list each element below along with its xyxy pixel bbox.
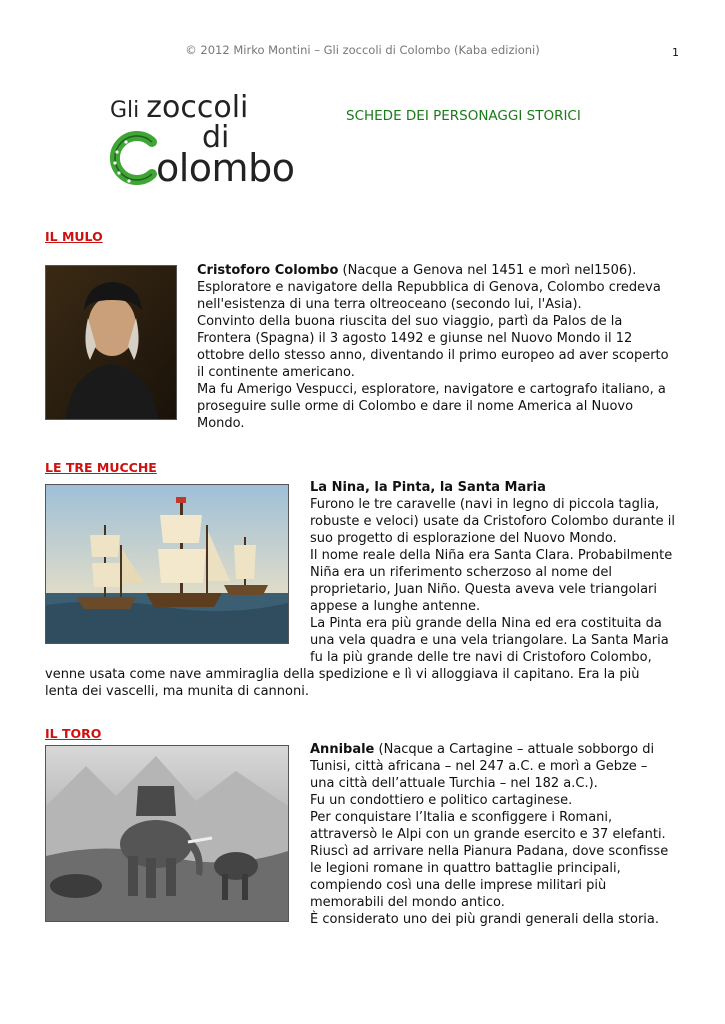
text-annibale: Annibale (Nacque a Cartagine – attuale sobborgo di Tunisi, città africana – nel 247 a.C. e morì a Gebze – una città dell’attuale Turchia – nel 182 a.C.). Fu un condottiero e politico cartaginese. Per conquistare l’Italia e sconfiggere i Romani, attraversò le Alpi con un grande esercito e 37 elefanti. Riuscì ad arrivare nella Pianura Padana, dove sconfisse le legioni romane in quattro battaglie principali, compiendo così una delle imprese militari più memorabili del mondo antico. È considerato uno dei più grandi generali della storia. (310, 742, 669, 927)
section-heading-toro: IL TORO (45, 726, 102, 741)
portrait-colombo-image (45, 265, 177, 420)
page-number: 1 (672, 46, 679, 59)
logo-line-1: Gli zoccoli (110, 90, 249, 125)
section-heading-mulo: IL MULO (45, 229, 103, 244)
text-caravels-continued: venne usata come nave ammiraglia della spedizione e lì vi alloggiava il capitano. Era la più lenta dei vascelli, ma munita di cannoni. (45, 667, 640, 699)
text-caravels: La Nina, la Pinta, la Santa Maria Furono le tre caravelle (navi in legno di piccola taglia, robuste e veloci) usate da Cristoforo Colombo durante il suo progetto di esplorazione del Nuovo Mondo. Il nome reale della Niña era Santa Clara. Probabilmente Niña era un riferimento scherzoso al nome del proprietario, Juan Niño. Questa aveva vele triangolari appese a lunghe antenne. La Pinta era più grande della Nina ed era costituita da una vela quadra e una vela triangolare. La Santa Maria fu la più grande delle tre navi di Cristoforo Colombo, (310, 480, 676, 665)
page-subtitle: SCHEDE DEI PERSONAGGI STORICI (346, 108, 581, 124)
caravels-image (45, 484, 289, 644)
logo-line-3: olombo (156, 146, 295, 190)
logo-zoccoli: zoccoli (146, 90, 249, 125)
logo (106, 80, 336, 190)
section-heading-tre-mucche: LE TRE MUCCHE (45, 460, 157, 475)
name-caravels: La Nina, la Pinta, la Santa Maria (310, 480, 546, 495)
page-header: © 2012 Mirko Montini – Gli zoccoli di Colombo (Kaba edizioni) (185, 43, 540, 57)
logo-line-2: di (202, 120, 230, 155)
text-colombo: Cristoforo Colombo (Nacque a Genova nel 1451 e morì nel1506). Esploratore e navigatore della Repubblica di Genova, Colombo credeva nell'esistenza di una terra oltreoceano (secondo lui, l'Asia). Convinto della buona riuscita del suo viaggio, partì da Palos de la Frontera (Spagna) il 3 agosto 1492 e giunse nel Nuovo Mondo il 12 ottobre dello stesso anno, diventando il primo europeo ad aver scoperto il continente americano. Ma fu Amerigo Vespucci, esploratore, navigatore e cartografo italiano, a proseguire sulle orme di Colombo e dare il nome America al Nuovo Mondo. (197, 263, 669, 431)
name-colombo: Cristoforo Colombo (197, 263, 339, 278)
hannibal-elephants-image (45, 745, 289, 922)
name-annibale: Annibale (310, 742, 375, 757)
